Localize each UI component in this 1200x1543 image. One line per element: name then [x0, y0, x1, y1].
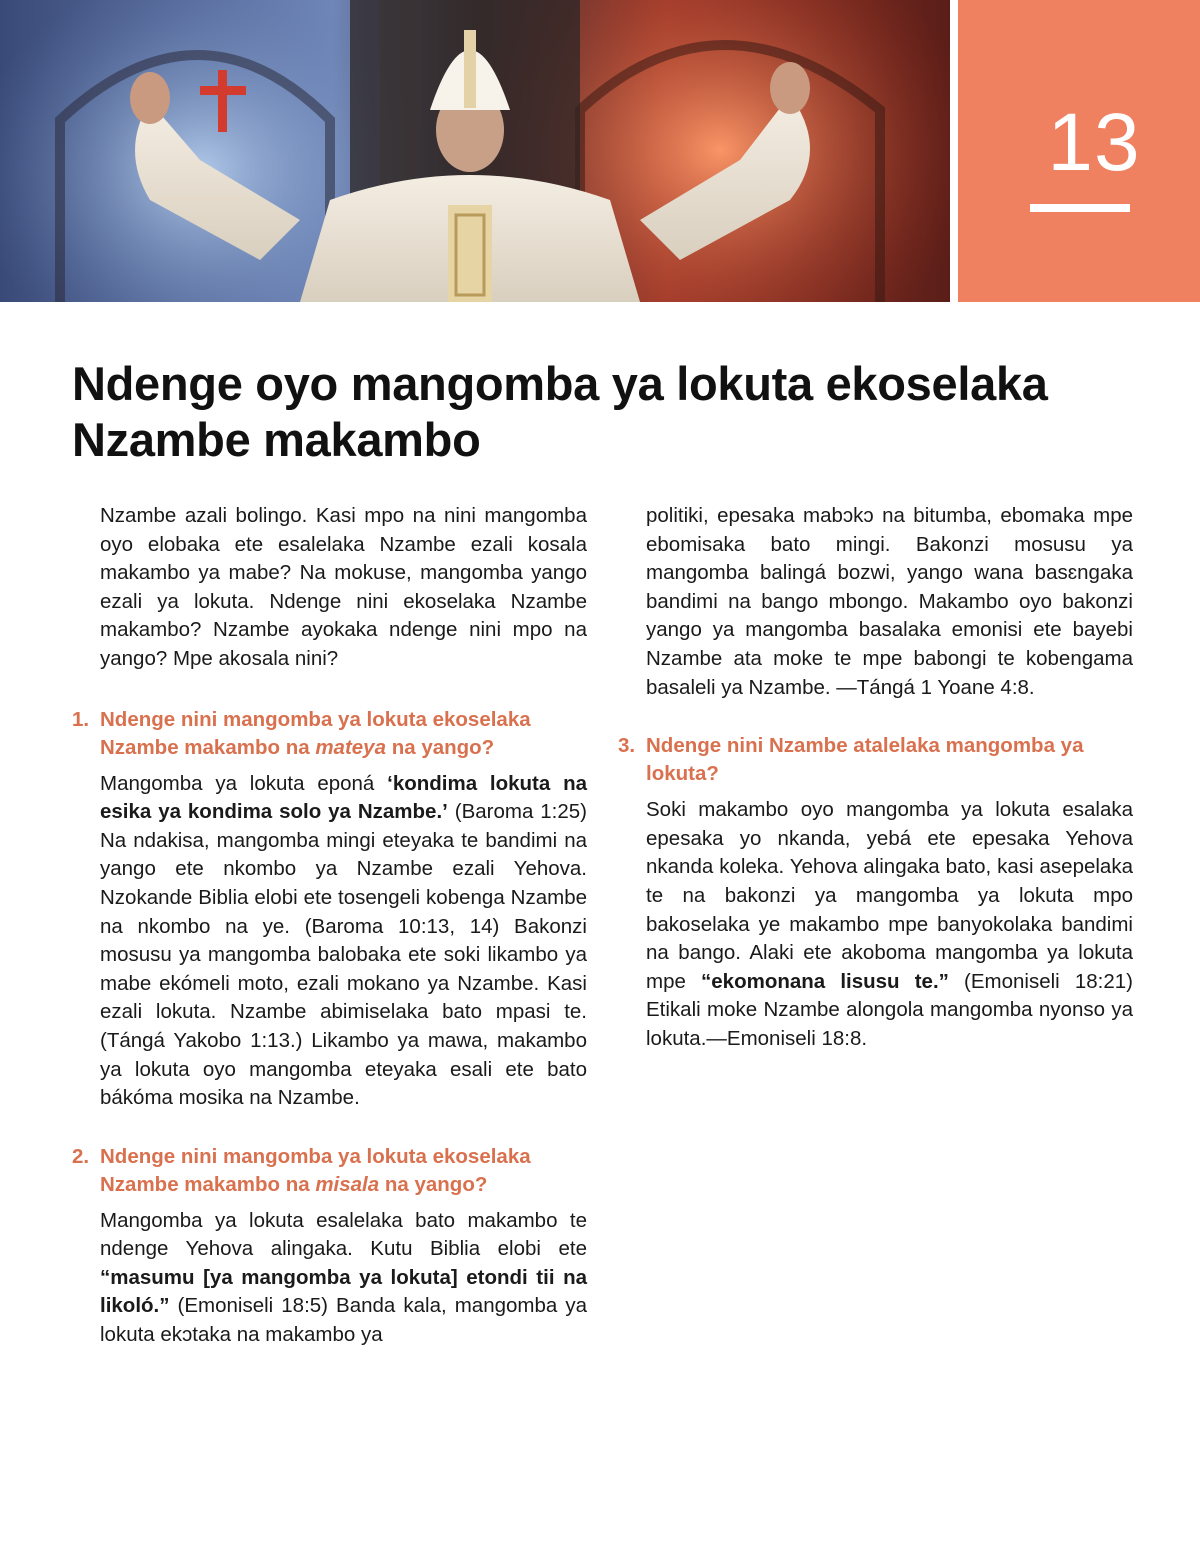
question-number: 1.: [72, 707, 90, 731]
question-text-end: na yango?: [386, 735, 495, 759]
intro-paragraph: Nzambe azali bolingo. Kasi mpo na nini mangomba oyo elobaka ete esalelaka Nzambe ezali kosala makambo ya mabe? Na mokuse, mangomba yango ezali ya lokuta. Ndenge nini ekoselaka Nzambe makambo? Nzambe ayokaka ndenge nini mpo na yango? Mpe akosala nini?: [100, 504, 587, 670]
left-column: [72, 502, 588, 1350]
question-3: [618, 732, 1133, 788]
question-1: [72, 706, 587, 762]
answer-text-end: (Emoniseli 18:21) Etikali moke Nzambe alongola mangomba nyonso ya lokuta.—Emoniseli 18:8.: [646, 969, 1134, 1050]
answer-text-end: (Emoniseli 18:5) Banda kala, mangomba ya lokuta ekɔtaka na makambo ya: [100, 1294, 587, 1347]
right-column: [618, 502, 1134, 1054]
answer-text: Mangomba ya lokuta eponá: [100, 771, 388, 795]
question-text: Ndenge nini mangomba ya lokuta ekoselaka Nzambe makambo na: [100, 1144, 531, 1196]
chapter-number: 13: [1047, 97, 1141, 188]
chapter-number-underline: [1030, 204, 1130, 212]
answer-paragraph-2: [100, 1207, 587, 1350]
question-number: 2.: [72, 1144, 90, 1168]
question-emphasis: misala: [315, 1172, 380, 1196]
answer-text-end: (Baroma 1:25) Na ndakisa, mangomba mingi eteyaka te bandimi na yango ete nkombo ya Nzambe ezali Yehova. Nzokande Biblia elobi ete tosengeli kobenga Nzambe na nkombo na ye. (Baroma 10:13, 14) Bakonzi mosusu ya mangomba balobaka ete soki likambo ya mabe ekómeli moto, ezali mokano ya Nzambe. Kasi ezali lokuta. Nzambe abimiselaka bato mpasi te. (Tángá Yakobo 1:13.) Likambo ya mawa, makambo ya lokuta oyo mangomba eteyaka esali ete bato bákóma mosika na Nzambe.: [100, 800, 587, 1110]
answer-paragraph-1: [100, 770, 587, 1113]
question-text-end: na yango?: [379, 1172, 488, 1196]
answer-paragraph-3: [646, 796, 1133, 1053]
question-2: [72, 1143, 587, 1199]
chapter-number-box: [958, 0, 1200, 302]
answer-bold-quote: ‘kondima lokuta na esika ya kondima solo ya Nzambe.’: [100, 771, 588, 824]
page-title: Ndenge oyo mangomba ya lokuta ekoselaka Nzambe makambo: [72, 357, 1048, 466]
question-number: 3.: [618, 734, 636, 758]
answer-paragraph-2-continued: politiki, epesaka mabɔkɔ na bitumba, ebomaka mpe ebomisaka bato mingi. Bakonzi mosusu ya mangomba balingá bozwi, yango wana basɛngaka bandimi na bango mbongo. Makambo oyo bakonzi yango ya mangomba basalaka emonisi ete bayebi Nzambe ata moke te mpe babongi te kobengama basaleli ya Nzambe. —Tángá 1 Yoane 4:8.: [646, 504, 1133, 699]
answer-bold-quote: “masumu [ya mangomba ya lokuta] etondi tii na likoló.”: [100, 1265, 587, 1318]
banner-illustration: [0, 0, 950, 302]
question-emphasis: mateya: [315, 735, 386, 759]
answer-text: Mangomba ya lokuta esalelaka bato makambo te ndenge Yehova alingaka. Kutu Biblia elobi ete: [100, 1208, 587, 1261]
question-text: Ndenge nini mangomba ya lokuta ekoselaka Nzambe makambo na: [100, 707, 531, 759]
priest-in-cathedral-image: [0, 0, 950, 302]
answer-bold-quote: “ekomonana lisusu te.”: [701, 969, 949, 993]
answer-text: Soki makambo oyo mangomba ya lokuta esalaka epesaka yo nkanda, yebá ete epesaka Yehova nkanda koleka. Yehova alingaka bato, kasi asepelaka te na bakonzi ya mangomba ya lokuta mpo bakoselaka ye makambo mpe banyokolaka bandimi na bango. Alaki ete akoboma mangomba ya lokuta mpe: [646, 798, 1133, 993]
question-text: Ndenge nini Nzambe atalelaka mangomba ya lokuta?: [646, 734, 1084, 786]
